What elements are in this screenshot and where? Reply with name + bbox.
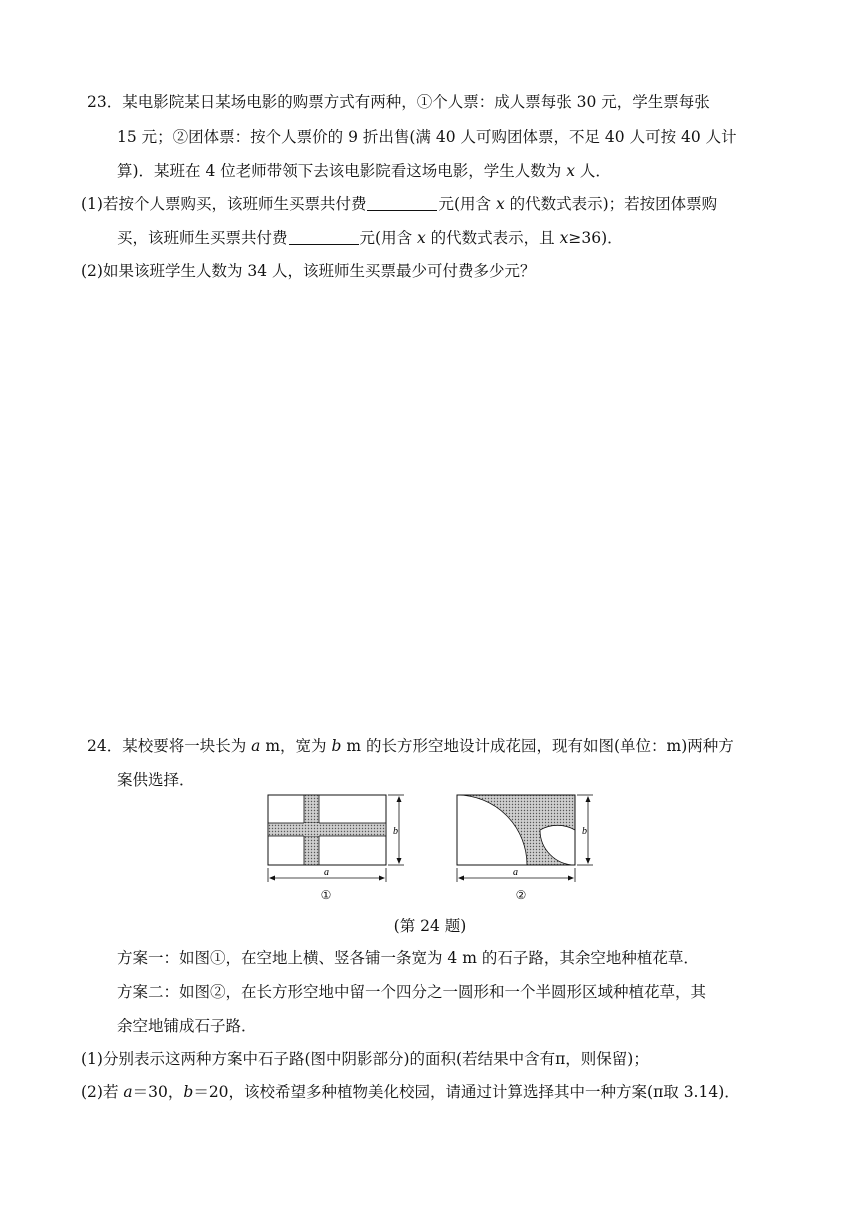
q23-line3: 算)．某班在 4 位老师带领下去该电影院看这场电影，学生人数为 x 人． [117, 162, 611, 180]
q24-line1: 24．某校要将一块长为 a m，宽为 b m 的长方形空地设计成花园，现有如图(单位：m)两种方 [87, 737, 734, 755]
q23-part1-line2: 买，该班师生买票共付费 元(用含 x 的代数式表示，且 x≥36)． [117, 229, 623, 247]
q24-line2: 案供选择． [117, 771, 195, 789]
figure-2-label: ② [515, 888, 527, 902]
dim-b-label-2: b [582, 826, 587, 837]
dim-a-label-2: a [513, 867, 518, 878]
dim-a-label-1: a [324, 867, 329, 878]
q24-plan2-line2: 余空地铺成石子路． [117, 1017, 257, 1035]
q23-part1-line1: (1)若按个人票购买，该班师生买票共付费 元(用含 x 的代数式表示)；若按团体票购 [81, 195, 718, 213]
q23-part2: (2)如果该班学生人数为 34 人，该班师生买票最少可付费多少元？ [81, 262, 536, 280]
q24-part2: (2)若 a＝30，b＝20，该校希望多种植物美化校园，请通过计算选择其中一种方案(π取 3.14)． [81, 1083, 740, 1101]
horizontal-path [268, 823, 386, 836]
q24-plan1: 方案一：如图①，在空地上横、竖各铺一条宽为 4 m 的石子路，其余空地种植花草． [117, 949, 699, 967]
figure-1-label: ① [320, 888, 332, 902]
q23-line2: 15 元；②团体票：按个人票价的 9 折出售(满 40 人可购团体票，不足 40 人可按 40 人计 [117, 128, 737, 146]
q23-line1: 23．某电影院某日某场电影的购票方式有两种，①个人票：成人票每张 30 元，学生票每张 [87, 93, 710, 111]
figure-caption: (第 24 题) [393, 917, 467, 935]
dim-b-label-1: b [393, 826, 398, 837]
q24-part1: (1)分别表示这两种方案中石子路(图中阴影部分)的面积(若结果中含有π，则保留)； [81, 1050, 649, 1068]
q24-plan2-line1: 方案二：如图②，在长方形空地中留一个四分之一圆形和一个半圆形区域种植花草，其 [117, 983, 707, 1001]
answer-blank-2[interactable] [289, 230, 359, 245]
answer-blank-1[interactable] [367, 196, 437, 211]
